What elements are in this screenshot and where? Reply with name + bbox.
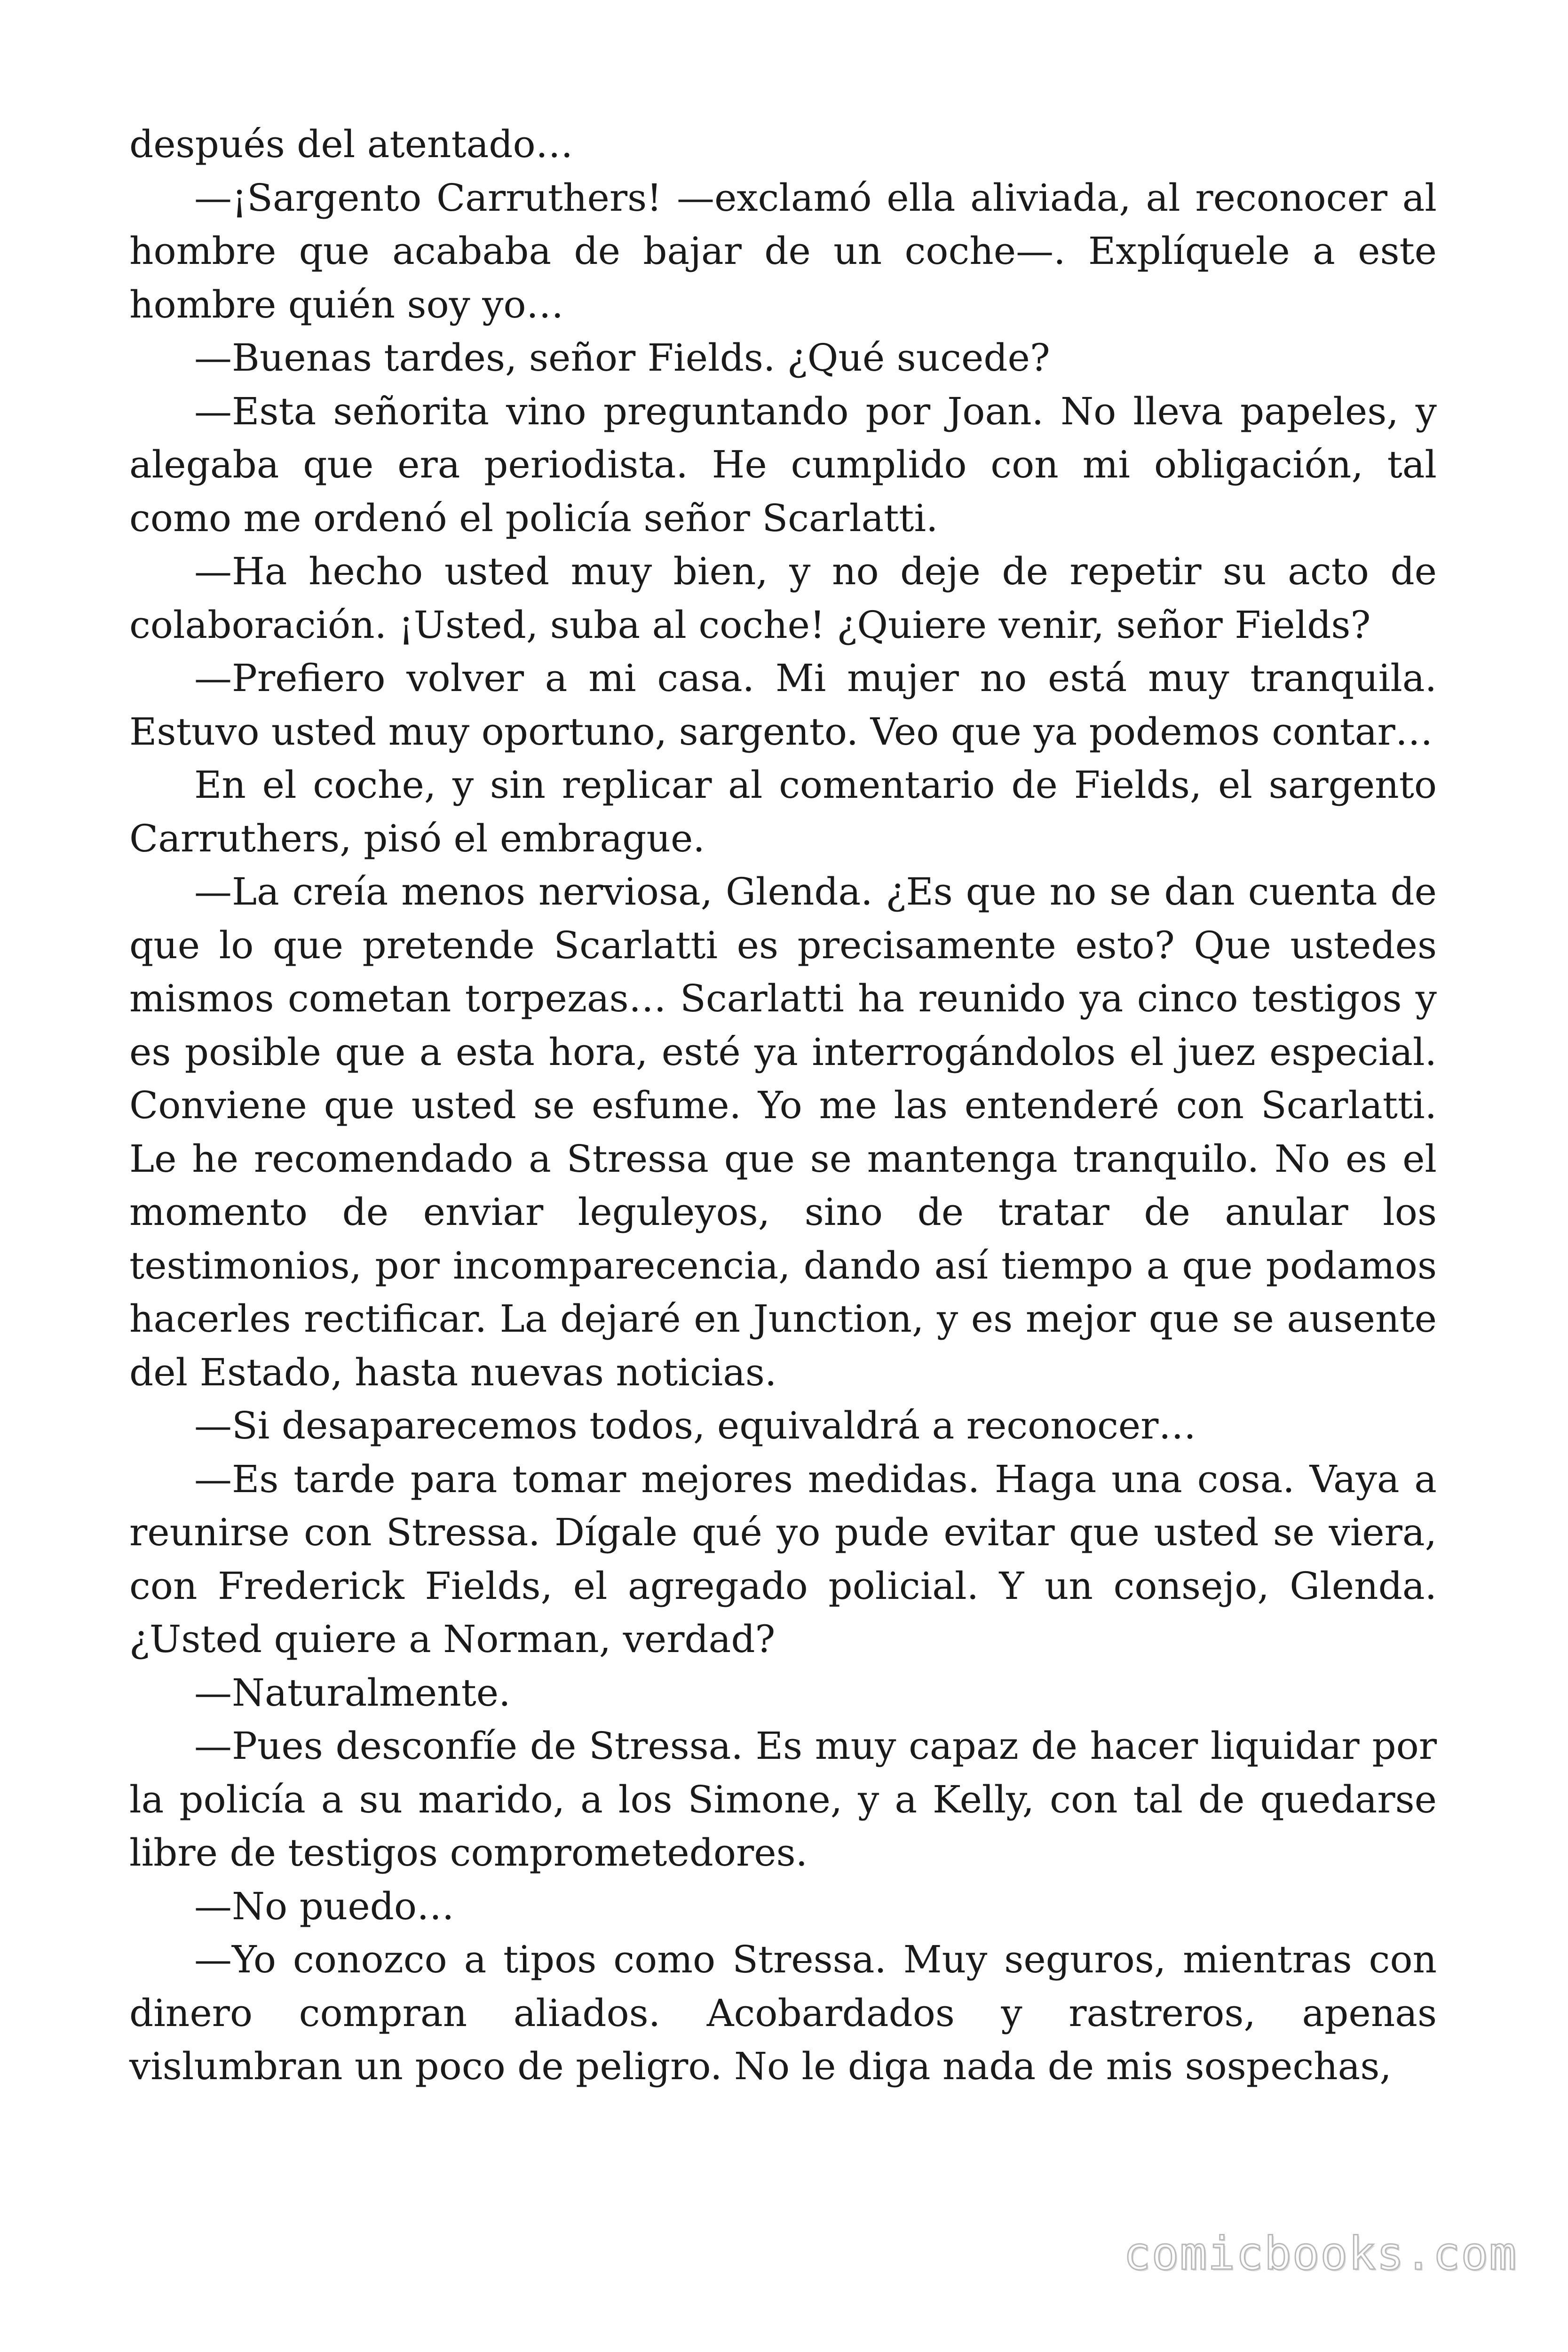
paragraph: —Naturalmente.	[194, 1670, 511, 1715]
paragraph: —Buenas tardes, señor Fields. ¿Qué sucede?	[194, 336, 1050, 380]
paragraph: después del atentado…	[129, 122, 573, 166]
paragraph: —La creía menos nerviosa, Glenda. ¿Es que no se dan cuenta de que lo que pretende Scarlatti es precisamente esto? Que ustedes mismos cometan torpezas… Scarlatti ha reunido ya cinco testigos y es posible que a esta hora, esté ya interrogándolos el juez especial. Conviene que usted se esfume. Yo me las entenderé con Scarlatti. Le he recomendado a Stressa que se mantenga tranquilo. No es el momento de enviar leguleyos, sino de tratar de anular los testimonios, por incomparecencia, dando así tiempo a que podamos hacerles rectificar. La dejaré en Junction, y es mejor que se ausente del Estado, hasta nuevas noticias.	[129, 870, 1437, 1394]
paragraph: —Yo conozco a tipos como Stressa. Muy seguros, mientras con dinero compran aliados. Acobardados y rastreros, apenas vislumbran un poco de peligro. No le diga nada de mis sospechas,	[129, 1938, 1437, 2088]
paragraph: —Ha hecho usted muy bien, y no deje de repetir su acto de colaboración. ¡Usted, suba al coche! ¿Quiere venir, señor Fields?	[129, 549, 1437, 647]
paragraph: —Esta señorita vino preguntando por Joan. No lleva papeles, y alegaba que era periodista. He cumplido con mi obligación, tal como me ordenó el policía señor Scarlatti.	[129, 389, 1437, 540]
paragraph: —Si desaparecemos todos, equivaldrá a reconocer…	[194, 1404, 1196, 1447]
site-watermark: comicbooks.com	[1123, 2227, 1517, 2280]
paragraph: —Pues desconfíe de Stressa. Es muy capaz de hacer liquidar por la policía a su marido, a los Simone, y a Kelly, con tal de quedarse libre de testigos comprometedores.	[129, 1724, 1437, 1875]
paragraph: —¡Sargento Carruthers! —exclamó ella aliviada, al reconocer al hombre que acababa de bajar de un coche—. Explíquele a este hombre quién soy yo…	[129, 175, 1437, 326]
page-text	[129, 118, 1437, 2093]
paragraph: —Prefiero volver a mi casa. Mi mujer no está muy tranquila. Estuvo usted muy oportuno, sargento. Veo que ya podemos contar…	[129, 656, 1437, 754]
paragraph: En el coche, y sin replicar al comentario de Fields, el sargento Carruthers, pisó el embrague.	[129, 763, 1437, 860]
paragraph: —Es tarde para tomar mejores medidas. Haga una cosa. Vaya a reunirse con Stressa. Dígale qué yo pude evitar que usted se viera, con Frederick Fields, el agregado policial. Y un consejo, Glenda. ¿Usted quiere a Norman, verdad?	[129, 1457, 1437, 1661]
paragraph: —No puedo…	[194, 1884, 455, 1928]
